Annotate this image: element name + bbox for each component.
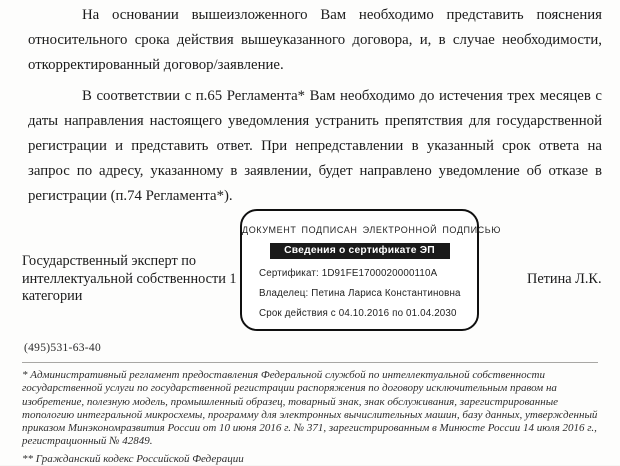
paragraph-explanations-request: На основании вышеизложенного Вам необходимо представить пояснения относительного срока действия вышеуказанного договора, и, в случае необходимости, откорректированный договор/заявление. — [28, 7, 602, 73]
paragraph-regulation-deadline: В соответствии с п.65 Регламента* Вам необходимо до истечения трех месяцев с даты направления настоящего уведомления устранить препятствия для государственной регистрации и представить ответ. При непредставлении в указанный срок ответа на запрос по адресу, указанному в заявлении, будет направлено уведомление об отказе в регистрации (п.74 Регламента*). — [28, 88, 602, 204]
stamp-title: ДОКУМЕНТ ПОДПИСАН ЭЛЕКТРОННОЙ ПОДПИСЬЮ — [242, 225, 501, 235]
electronic-signature-stamp — [240, 209, 501, 331]
footnote-civil-code-reference: ** Гражданский кодекс Российской Федерации — [22, 452, 244, 465]
signer-name: Петина Л.К. — [527, 271, 602, 287]
stamp-certificate-owner: Владелец: Петина Лариса Константиновна — [259, 288, 461, 299]
document-body — [28, 3, 602, 209]
stamp-certificate-number: Сертификат: 1D91FE1700020000110A — [259, 268, 438, 279]
footnote-regulation-reference: * Административный регламент предоставления Федеральной службой по интеллектуальной собственности государственной услуги по государственной регистрации распоряжения по договору исключительным правом на изобретение, полезную модель, промышленный образец, товарный знак, знак обслуживания, зарегистрированные топологию интегральной микросхемы, программу для электронных вычислительных машин, базу данных, утвержденный приказом Минэкономразвития России от 10 июня 2016 г. № 371, зарегистрированным в Минюсте России 14 июля 2016 г., регистрационный № 42849. — [22, 369, 598, 448]
stamp-certificate-validity: Срок действия с 04.10.2016 по 01.04.2030 — [259, 308, 457, 319]
signer-position-title: Государственный эксперт по интеллектуальной собственности 1 категории — [22, 253, 237, 304]
footnote-separator-line — [22, 362, 598, 363]
stamp-certificate-info-badge: Сведения о сертификате ЭП — [270, 243, 450, 259]
contact-phone: (495)531-63-40 — [24, 342, 102, 354]
footnotes-block — [22, 369, 606, 466]
scan-fold-artifact — [0, 0, 18, 4]
